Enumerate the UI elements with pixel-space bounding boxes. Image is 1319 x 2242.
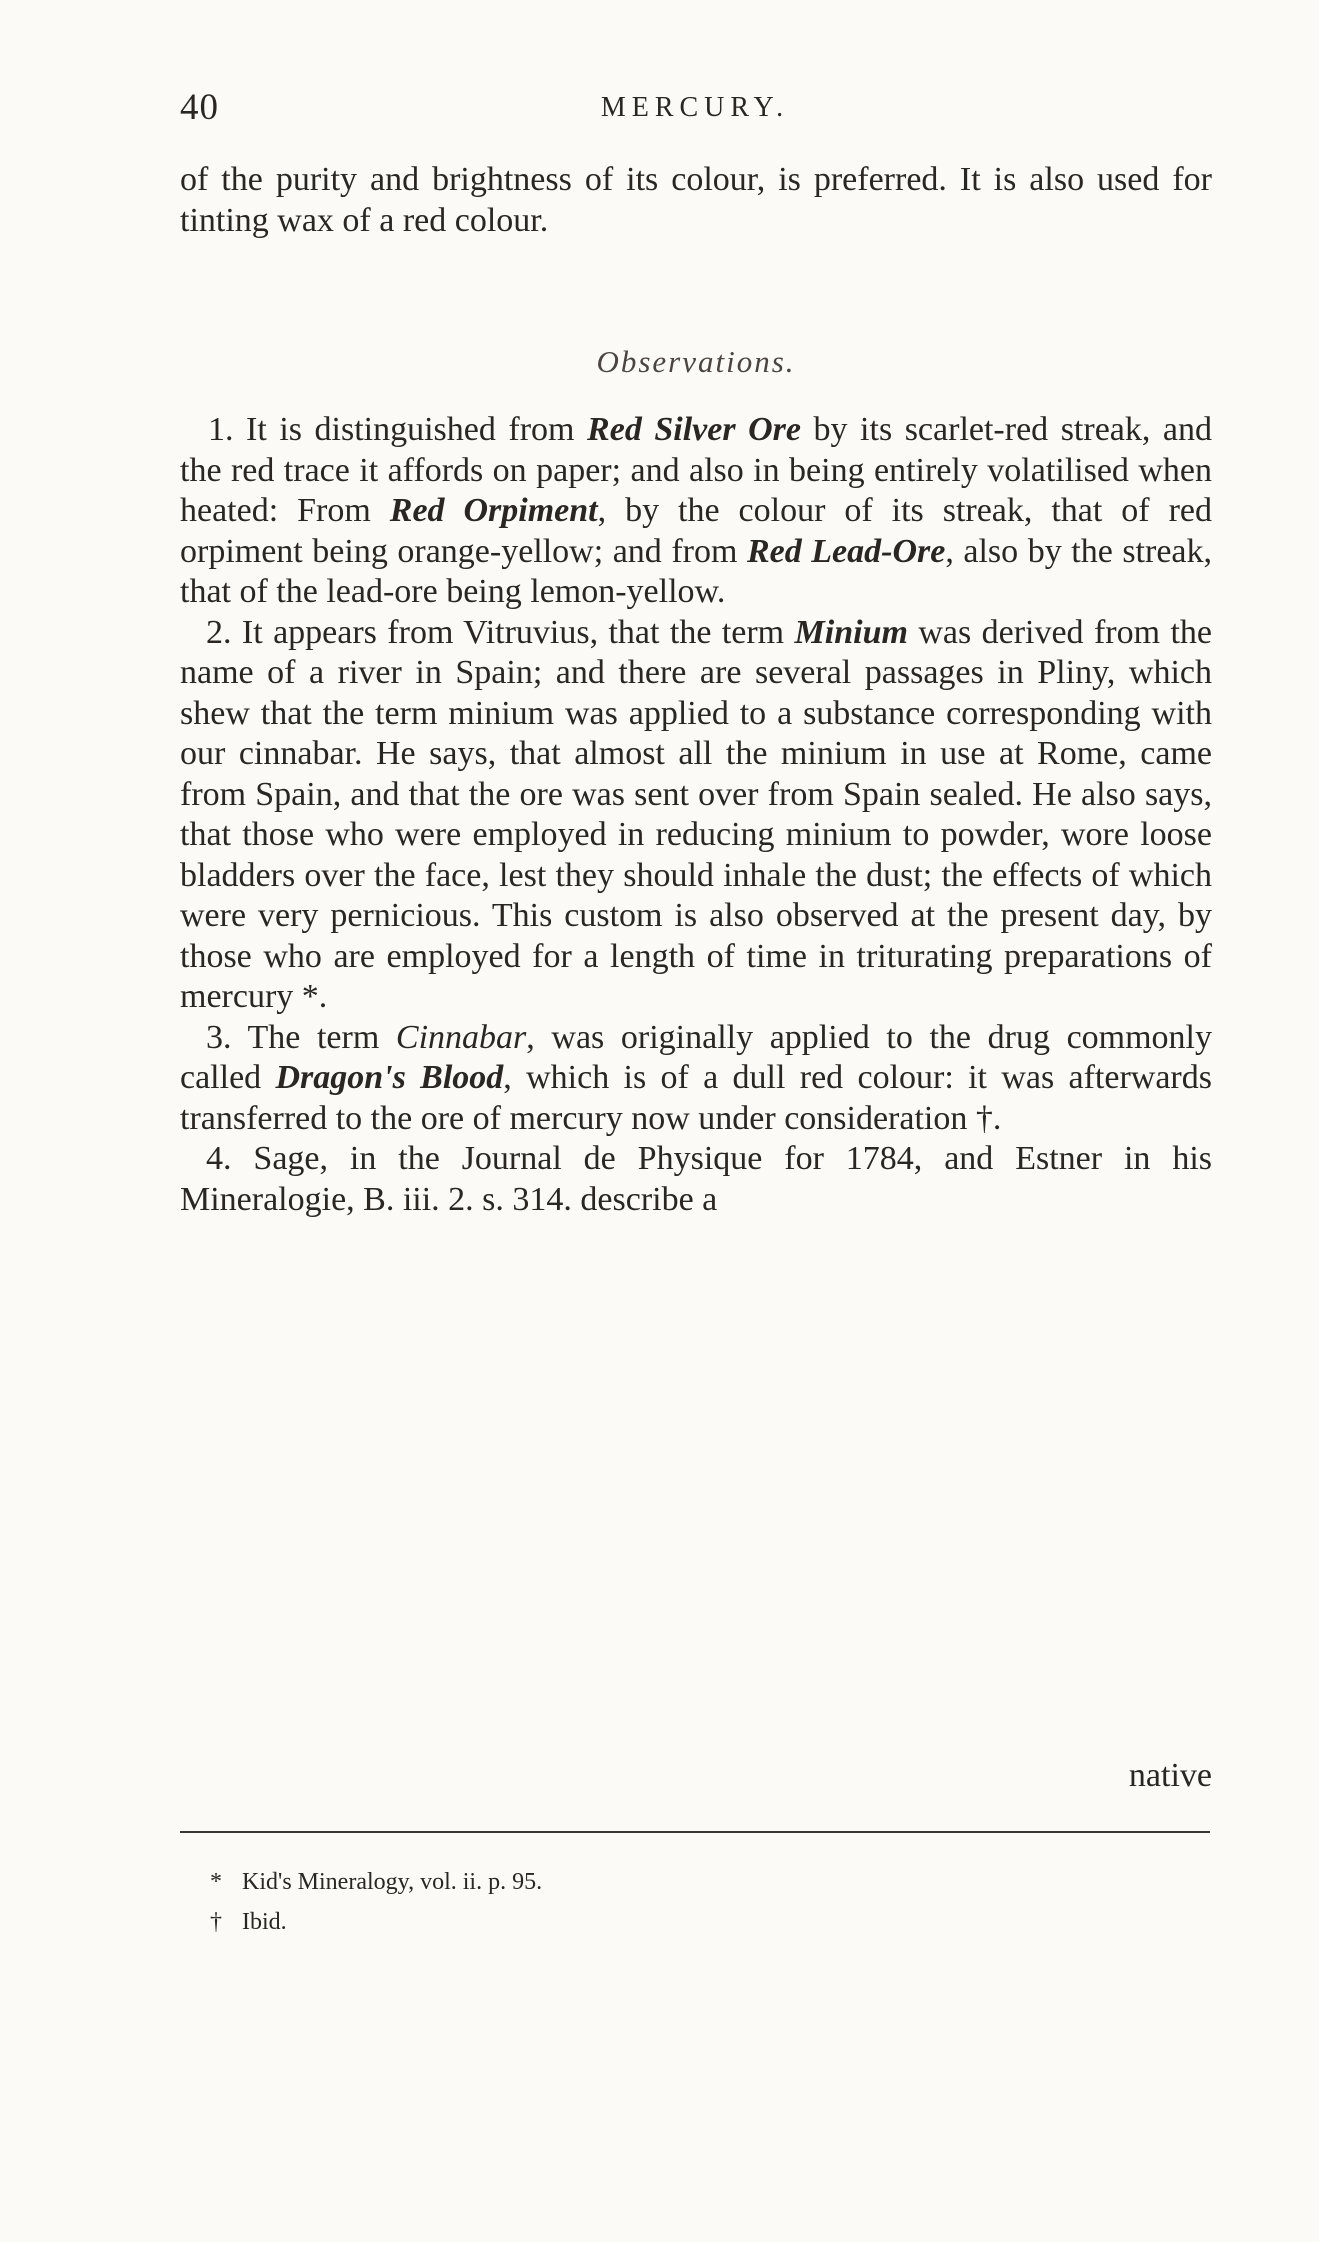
obs2-text-a: 2. It appears from Vitruvius, that the term — [206, 613, 795, 651]
intro-text: of the purity and brightness of its colour, is preferred. It is also used for tinting wax of a red colour. — [180, 161, 1212, 239]
footnote-2 — [210, 1902, 1190, 1942]
footnotes — [210, 1862, 1190, 1942]
obs1-text-e: , by the colour of its streak, that of red orpiment being orange-yellow; and from — [180, 492, 1212, 570]
observation-1 — [180, 410, 1212, 613]
page-header — [180, 86, 1210, 136]
observation-3 — [180, 1018, 1212, 1140]
catchword: native — [1128, 1757, 1212, 1794]
footnote-1 — [210, 1862, 1190, 1902]
obs1-term-red-lead-ore: Red Lead-Ore — [746, 532, 946, 570]
footnote-2-mark: † — [210, 1909, 222, 1935]
obs1-text-a: 1. It is distinguished from — [208, 411, 588, 448]
obs1-text-g: , also by the streak, that of the lead-ore being lemon-yellow. — [180, 532, 1213, 610]
obs1-term-red-silver-ore: Red Silver Ore — [587, 411, 801, 448]
intro-paragraph — [180, 160, 1212, 241]
page-number: 40 — [180, 87, 219, 128]
obs1-term-red-orpiment: Red Orpiment — [389, 492, 598, 529]
obs2-term-minium: Minium — [794, 613, 908, 651]
section-subheading: Observations. — [596, 344, 796, 379]
obs2-text-c: was derived from the name of a river in Spain; and there are several passages in Pliny, which shew that the term minium was applied to a substance corresponding with our cinnabar. He says, that almost all the minium in use at Rome, came from Spain, and that the ore was sent over from Spain sealed. He also says, that those who were employed in reducing minium to powder, wore loose bladders over the face, lest they should inhale the dust; the effects of which were very pernicious. This custom is also observed at the present day, by those who are employed for a length of time in triturating preparations of mercury *. — [180, 613, 1212, 1015]
obs3-text-e: , which is of a dull red colour: it was afterwards transferred to the ore of mercury now under consideration †. — [180, 1059, 1212, 1137]
obs3-term-cinnabar: Cinnabar — [395, 1018, 527, 1056]
footnote-divider — [180, 1831, 1210, 1833]
observation-2 — [180, 613, 1212, 1018]
observation-4 — [180, 1139, 1212, 1220]
obs4-text-a: 4. Sage, in the Journal de Physique for 1784, and Estner in his Mineralogie, B. iii. 2. s. 314. describe a — [180, 1140, 1212, 1218]
obs3-text-c: , was originally applied to the drug commonly called — [180, 1018, 1212, 1096]
observations-body — [180, 410, 1212, 1220]
obs3-term-dragons-blood: Dragon's Blood — [275, 1059, 504, 1096]
obs3-text-a: 3. The term — [206, 1018, 396, 1056]
footnote-1-mark: * — [210, 1869, 222, 1895]
obs1-text-c: by its scarlet-red streak, and the red trace it affords on paper; and also in being entirely volatilised when heated: From — [180, 411, 1212, 529]
running-title: MERCURY. — [600, 92, 790, 123]
footnote-2-text: Ibid. — [242, 1909, 287, 1935]
footnote-1-text: Kid's Mineralogy, vol. ii. p. 95. — [242, 1869, 543, 1895]
